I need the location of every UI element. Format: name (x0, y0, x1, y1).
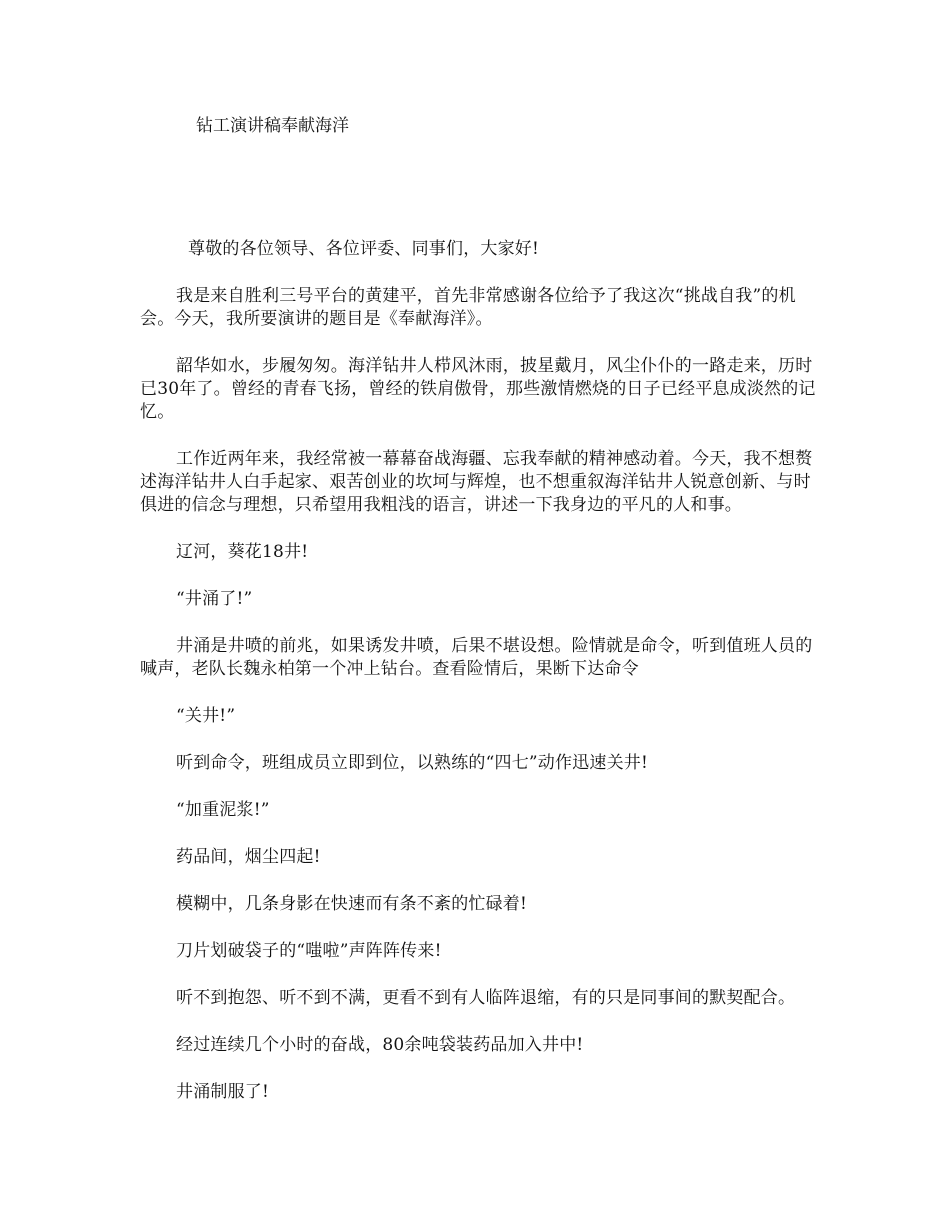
paragraph: 听不到抱怨、听不到不满，更看不到有人临阵退缩，有的只是同事间的默契配合。 (176, 988, 796, 1008)
paragraph: 模糊中，几条身影在快速而有条不紊的忙碌着! (176, 894, 528, 914)
paragraph: 工作近两年来，我经常被一幕幕奋战海疆、忘我奉献的精神感动着。今天，我不想赘述海洋钻井人白手起家、艰苦创业的坎坷与辉煌，也不想重叙海洋钻井人锐意创新、与时俱进的信念与理想，只希望用我粗浅的语言，讲述一下我身边的平凡的人和事。 (140, 449, 813, 515)
paragraph: 听到命令，班组成员立即到位，以熟练的“四七”动作迅速关井! (176, 753, 649, 773)
paragraph: 辽河，葵花18井! (176, 542, 309, 562)
document-body (140, 238, 820, 1128)
paragraph: “井涌了!” (176, 589, 253, 609)
paragraph: “加重泥浆!” (176, 800, 270, 820)
paragraph: 井涌是井喷的前兆，如果诱发井喷，后果不堪设想。险情就是命令，听到值班人员的喊声，老队长魏永柏第一个冲上钻台。查看险情后，果断下达命令 (140, 636, 813, 679)
document-title: 钻工演讲稿奉献海洋 (196, 116, 349, 136)
paragraph: 韶华如水，步履匆匆。海洋钻井人栉风沐雨，披星戴月，风尘仆仆的一路走来，历时已30年了。曾经的青春飞扬，曾经的铁肩傲骨，那些激情燃烧的日子已经平息成淡然的记忆。 (140, 356, 816, 422)
paragraph: 药品间，烟尘四起! (176, 847, 321, 867)
paragraph: “关井!” (176, 706, 236, 726)
paragraph: 经过连续几个小时的奋战，80余吨袋装药品加入井中! (176, 1035, 584, 1055)
paragraph: 刀片划破袋子的“嗤啦”声阵阵传来! (176, 941, 442, 961)
paragraph: 井涌制服了! (176, 1082, 270, 1102)
paragraph-greeting: 尊敬的各位领导、各位评委、同事们，大家好! (188, 239, 540, 259)
paragraph-intro: 我是来自胜利三号平台的黄建平，首先非常感谢各位给予了我这次“挑战自我”的机会。今天，我所要演讲的题目是《奉献海洋》。 (140, 286, 796, 329)
